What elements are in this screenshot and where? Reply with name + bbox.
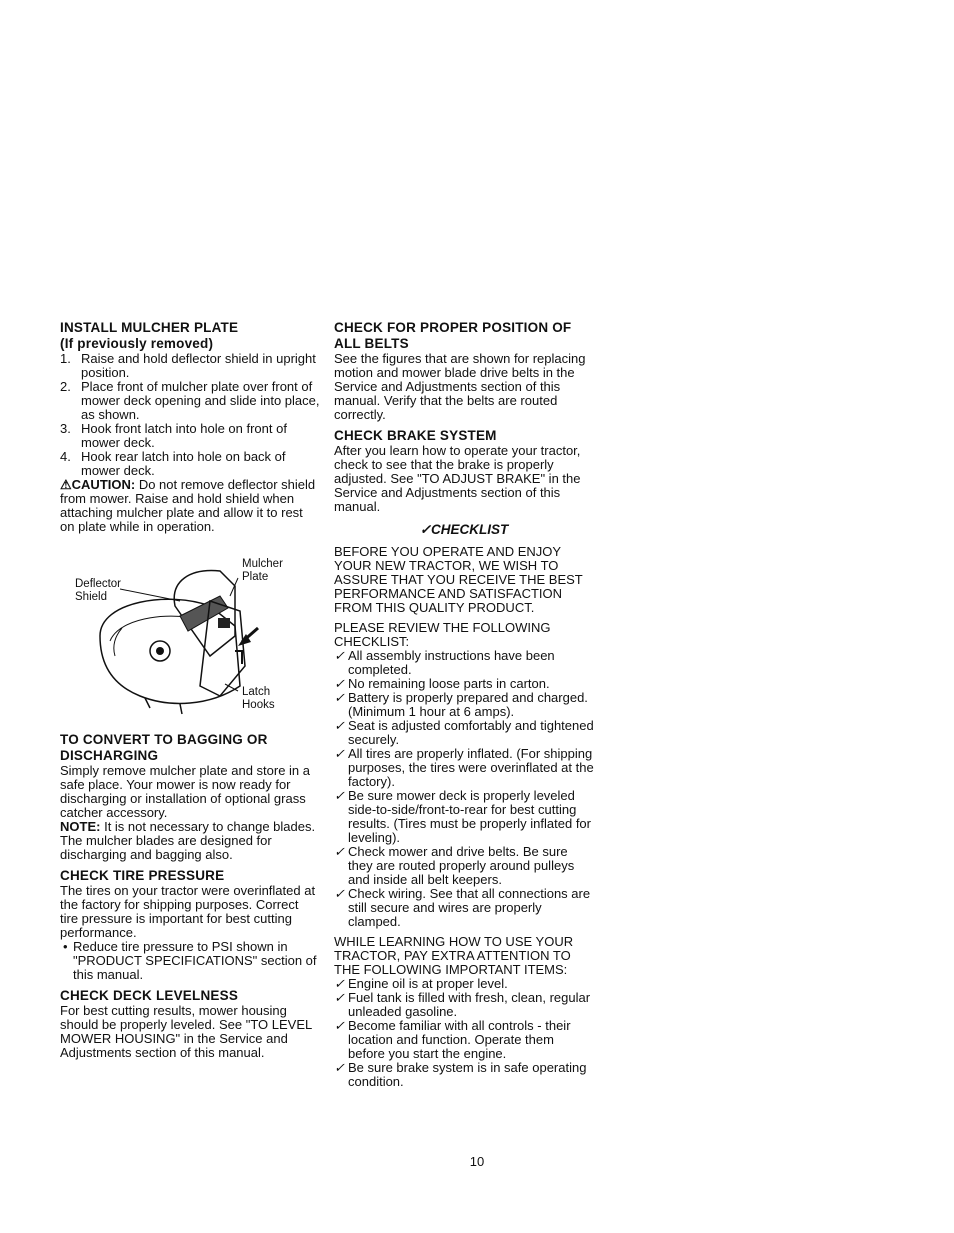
left-column xyxy=(60,320,320,1060)
checkmark-icon: ✓ xyxy=(334,886,345,901)
convert-heading-line1: TO CONVERT TO BAGGING OR xyxy=(60,732,268,747)
caution-label: CAUTION: xyxy=(71,477,136,492)
caution-text: Do not remove deflector shield from mower. Raise and hold shield when attaching mulcher plate and allow it to rest on plate while in operation. xyxy=(60,477,316,534)
brake-text: After you learn how to operate your tractor, check to see that the brake is properly adjusted. See "TO ADJUST BRAKE" in the Service and Adjustments section of this manual. xyxy=(334,443,581,514)
checklist-item-text: Seat is adjusted comfortably and tightened securely. xyxy=(348,718,594,747)
caution-paragraph xyxy=(60,478,320,534)
convert-text: Simply remove mulcher plate and store in a safe place. Your mower is now ready for discharging or installation of optional grass catcher accessory. xyxy=(60,763,311,820)
checkmark-icon: ✓ xyxy=(334,718,345,733)
list-item xyxy=(334,991,594,1019)
list-item xyxy=(60,422,320,450)
checkmark-icon: ✓ xyxy=(334,746,345,761)
step-number: 4. xyxy=(60,449,71,464)
list-item xyxy=(334,845,594,887)
list-item xyxy=(334,887,594,929)
deck-section xyxy=(60,988,320,1060)
checkmark-icon: ✓ xyxy=(334,676,345,691)
checkmark-icon: ✓ xyxy=(334,1060,345,1075)
checklist-item-text: Check wiring. See that all connections are still secure and wires are properly clamped. xyxy=(348,886,591,929)
list-item xyxy=(334,747,594,789)
checklist-item-text: All assembly instructions have been completed. xyxy=(348,648,555,677)
brake-section xyxy=(334,428,594,514)
brake-heading: CHECK BRAKE SYSTEM xyxy=(334,428,497,443)
checkmark-icon: ✓ xyxy=(334,690,345,705)
list-item xyxy=(60,450,320,478)
deck-text: For best cutting results, mower housing should be properly leveled. See "TO LEVEL MOWER HOUSING" in the Service and Adjustments section of this manual. xyxy=(60,1003,312,1060)
checkmark-icon: ✓ xyxy=(334,990,345,1005)
install-heading: INSTALL MULCHER PLATE xyxy=(60,320,239,335)
install-mulcher-section xyxy=(60,320,320,534)
install-steps xyxy=(60,352,320,478)
install-subheading: (If previously removed) xyxy=(60,336,214,351)
note-label: NOTE: xyxy=(60,819,101,834)
warning-triangle-icon: ⚠ xyxy=(60,477,72,492)
checkmark-icon: ✓ xyxy=(334,1018,345,1033)
belts-text: See the figures that are shown for replacing motion and mower blade drive belts in the Service and Adjustments section of this manual. Verify that the belts are routed correctly. xyxy=(334,351,586,422)
list-item xyxy=(334,649,594,677)
belts-section xyxy=(334,320,594,422)
belts-heading-line1: CHECK FOR PROPER POSITION OF xyxy=(334,320,572,335)
latch-label: Latch xyxy=(242,686,271,698)
checklist-review: PLEASE REVIEW THE FOLLOWING CHECKLIST: xyxy=(334,620,551,649)
list-item xyxy=(334,977,594,991)
plate-label: Plate xyxy=(242,571,269,583)
step-number: 3. xyxy=(60,421,71,436)
checklist-learning: WHILE LEARNING HOW TO USE YOUR TRACTOR, PAY EXTRA ATTENTION TO THE FOLLOWING IMPORTANT ITEMS: xyxy=(334,934,574,977)
right-column xyxy=(334,320,594,1089)
note-text: It is not necessary to change blades. The mulcher blades are designed for discharging and bagging also. xyxy=(60,819,316,862)
step-text: Place front of mulcher plate over front of mower deck opening and slide into place, as shown. xyxy=(81,379,320,422)
tire-bullets xyxy=(60,940,320,982)
list-item xyxy=(334,789,594,845)
list-item xyxy=(334,1061,594,1089)
mulcher-label: Mulcher xyxy=(242,558,283,570)
checklist-item-text: No remaining loose parts in carton. xyxy=(348,676,550,691)
checklist-item-text: Battery is properly prepared and charged. (Minimum 1 hour at 6 amps). xyxy=(348,690,588,719)
checklist-section xyxy=(334,523,594,1089)
list-item xyxy=(60,352,320,380)
deck-heading: CHECK DECK LEVELNESS xyxy=(60,988,239,1003)
checklist-item-text: Be sure mower deck is properly leveled side-to-side/front-to-rear for best cutting results. (Tires must be properly inflated for leveling). xyxy=(348,788,591,845)
list-item xyxy=(334,691,594,719)
checklist-item-text: Fuel tank is filled with fresh, clean, regular unleaded gasoline. xyxy=(348,990,591,1019)
checklist-item-text: Engine oil is at proper level. xyxy=(348,976,508,991)
list-item xyxy=(334,677,594,691)
checklist-items xyxy=(334,649,594,929)
checklist-item-text: All tires are properly inflated. (For shipping purposes, the tires were overinflated at the factory). xyxy=(348,746,594,789)
checklist-items-2 xyxy=(334,977,594,1089)
checklist-intro: BEFORE YOU OPERATE AND ENJOY YOUR NEW TRACTOR, WE WISH TO ASSURE THAT YOU RECEIVE THE BEST PERFORMANCE AND SATISFACTION FROM THIS QUALITY PRODUCT. xyxy=(334,544,583,615)
list-item xyxy=(60,380,320,422)
step-text: Raise and hold deflector shield in upright position. xyxy=(81,351,316,380)
tire-section xyxy=(60,868,320,982)
tire-heading: CHECK TIRE PRESSURE xyxy=(60,868,225,883)
list-item xyxy=(334,1019,594,1061)
tire-text: The tires on your tractor were overinflated at the factory for shipping purposes. Correct tire pressure is important for best cutting performance. xyxy=(60,883,316,940)
checklist-item-text: Be sure brake system is in safe operating condition. xyxy=(348,1060,587,1089)
note-paragraph xyxy=(60,820,320,862)
convert-heading-line2: DISCHARGING xyxy=(60,748,159,763)
convert-section xyxy=(60,732,320,862)
page-number: 10 xyxy=(469,1154,485,1169)
checkmark-icon: ✓ xyxy=(334,788,345,803)
shield-label: Shield xyxy=(75,591,107,603)
tire-bullet-text: Reduce tire pressure to PSI shown in "PRODUCT SPECIFICATIONS" section of this manual. xyxy=(73,939,317,982)
step-number: 2. xyxy=(60,379,71,394)
bullet-icon: • xyxy=(63,939,68,954)
step-text: Hook front latch into hole on front of mower deck. xyxy=(81,421,287,450)
hooks-label: Hooks xyxy=(242,699,275,711)
checkmark-icon: ✓ xyxy=(334,844,345,859)
checkmark-icon: ✓ xyxy=(334,976,345,991)
list-item xyxy=(60,940,320,982)
mulcher-plate-figure xyxy=(60,556,320,726)
step-number: 1. xyxy=(60,351,71,366)
checkmark-icon: ✓ xyxy=(334,648,345,663)
checklist-title: ✓CHECKLIST xyxy=(419,522,509,537)
list-item xyxy=(334,719,594,747)
checklist-item-text: Become familiar with all controls - their location and function. Operate them before you start the engine. xyxy=(348,1018,571,1061)
checklist-item-text: Check mower and drive belts. Be sure they are routed properly around pulleys and inside all belt keepers. xyxy=(348,844,575,887)
belts-heading-line2: ALL BELTS xyxy=(334,336,409,351)
deflector-label: Deflector xyxy=(75,578,122,590)
step-text: Hook rear latch into hole on back of mower deck. xyxy=(81,449,286,478)
